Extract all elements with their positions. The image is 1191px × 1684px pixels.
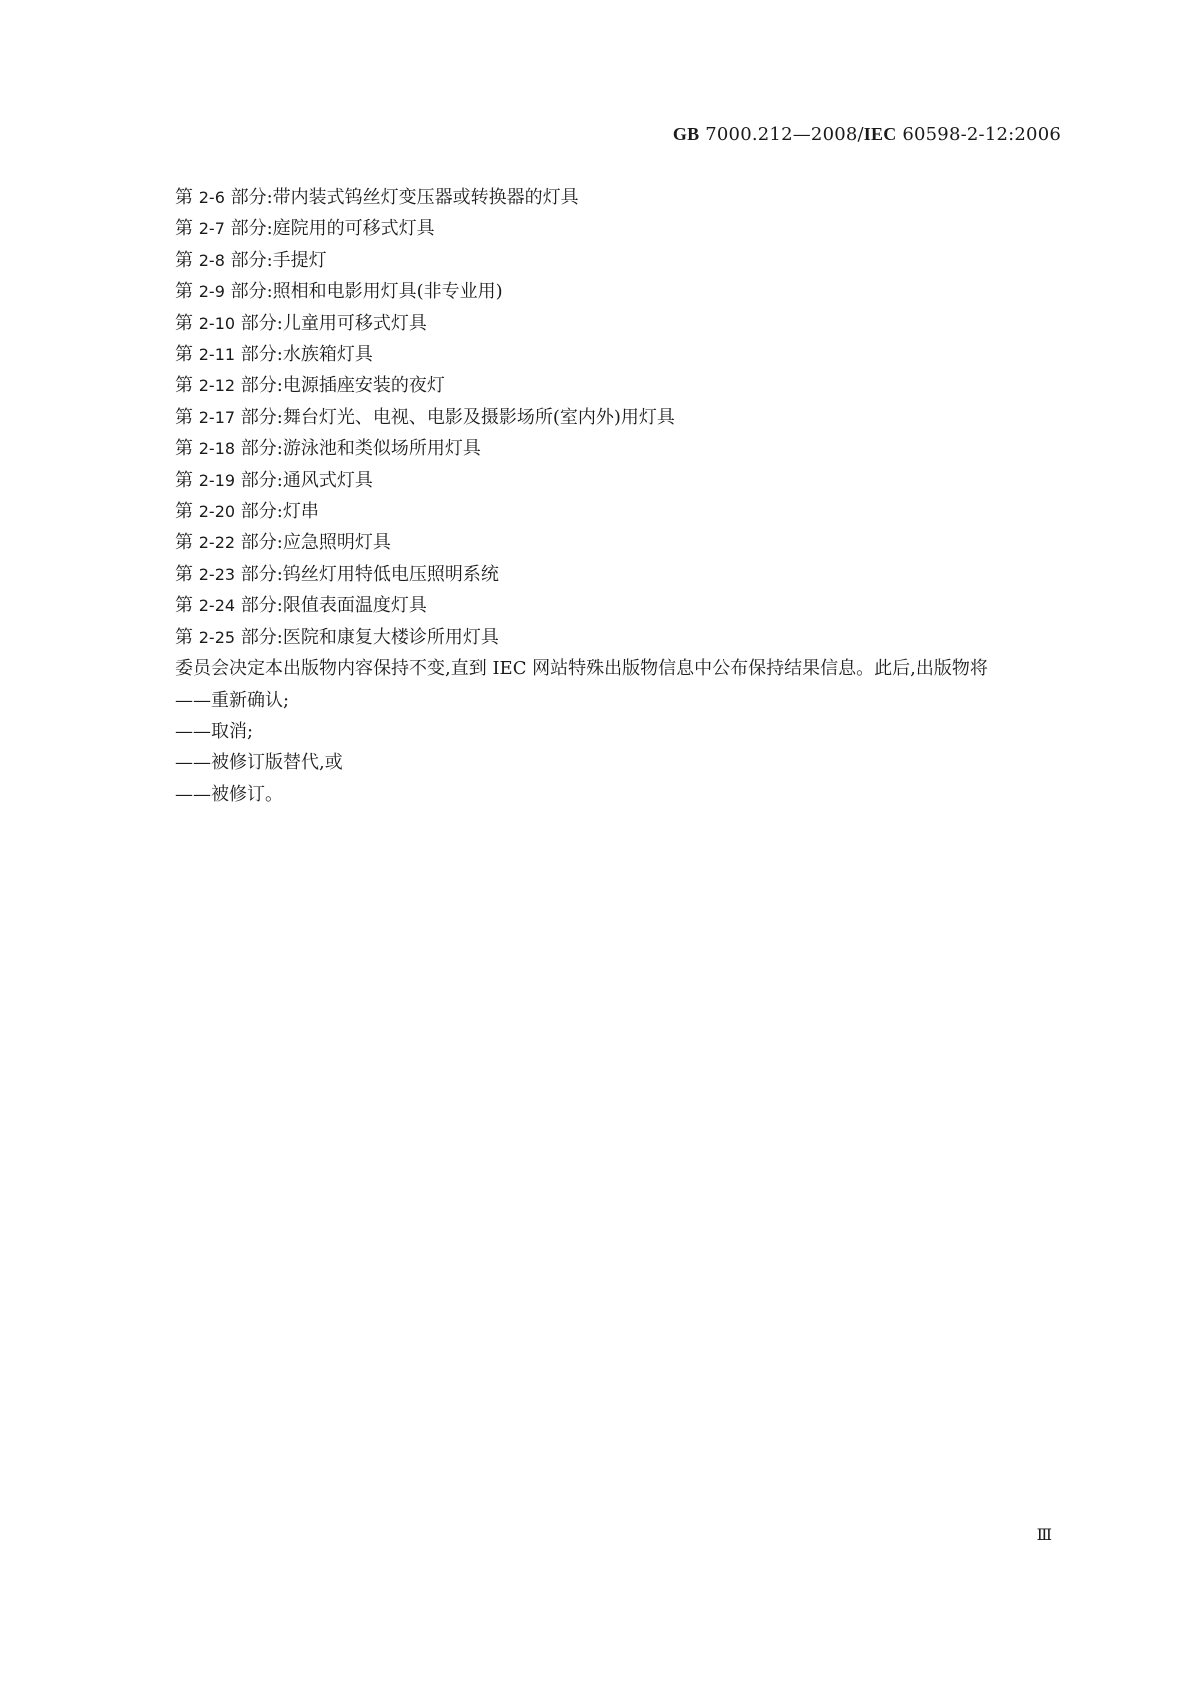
part-number: 2-6 [198, 188, 225, 207]
part-prefix: 第 [175, 469, 199, 491]
part-title: 部分:应急照明灯具 [235, 532, 391, 554]
part-title: 部分:儿童用可移式灯具 [235, 312, 427, 334]
part-prefix: 第 [175, 312, 199, 334]
list-item [128, 402, 1063, 433]
list-item: ——重新确认; [175, 689, 290, 711]
part-number: 2-8 [198, 250, 225, 270]
body-text [128, 182, 1063, 810]
part-title: 部分:电源插座安装的夜灯 [235, 375, 445, 397]
outcome-list [128, 685, 1063, 811]
part-number: 2-25 [198, 627, 236, 647]
part-prefix: 第 [175, 218, 199, 240]
part-prefix: 第 [175, 501, 199, 523]
part-prefix: 第 [175, 344, 199, 366]
part-prefix: 第 [175, 249, 199, 271]
list-item [128, 433, 1063, 464]
committee-decision-paragraph: 委员会决定本出版物内容保持不变,直到 IEC 网站特殊出版物信息中公布保持结果信息。此后,出版物将 [175, 658, 988, 680]
part-prefix: 第 [175, 595, 199, 617]
list-item [128, 559, 1063, 590]
part-title: 部分:限值表面温度灯具 [235, 595, 427, 617]
part-title: 部分:钨丝灯用特低电压照明系统 [235, 563, 499, 585]
part-number: 2-12 [198, 376, 236, 396]
part-prefix: 第 [175, 375, 199, 397]
part-number: 2-10 [198, 313, 236, 333]
list-item [128, 339, 1063, 370]
list-item [128, 245, 1063, 276]
part-number: 2-22 [198, 533, 236, 553]
header-iec-number: 60598-2-12:2006 [896, 124, 1061, 145]
part-title: 部分:灯串 [235, 501, 319, 523]
list-item [128, 622, 1063, 653]
list-item [128, 590, 1063, 621]
list-item [128, 308, 1063, 339]
part-number: 2-24 [198, 596, 236, 616]
part-number: 2-19 [198, 470, 236, 490]
part-number: 2-20 [198, 502, 236, 522]
part-list [128, 182, 1063, 653]
part-number: 2-7 [198, 219, 225, 239]
part-number: 2-11 [198, 345, 236, 365]
part-title: 部分:带内装式钨丝灯变压器或转换器的灯具 [224, 187, 579, 208]
part-number: 2-9 [198, 282, 225, 302]
page-number: Ⅲ [1036, 1525, 1052, 1544]
part-number: 2-18 [198, 439, 236, 459]
header-gb-code: GB [672, 124, 700, 144]
part-title: 部分:舞台灯光、电视、电影及摄影场所(室内外)用灯具 [235, 406, 675, 428]
part-prefix: 第 [175, 532, 199, 554]
header-iec-code: IEC [863, 124, 897, 144]
header-gb-number: 7000.212—2008/ [699, 124, 864, 145]
list-item [128, 465, 1063, 496]
list-item: ——取消; [175, 720, 254, 742]
list-item [128, 527, 1063, 558]
part-number: 2-23 [198, 564, 236, 584]
part-title: 部分:手提灯 [224, 249, 327, 271]
list-item [128, 276, 1063, 307]
part-prefix: 第 [175, 438, 199, 460]
part-title: 部分:照相和电影用灯具(非专业用) [224, 281, 503, 303]
part-prefix: 第 [175, 187, 199, 208]
part-number: 2-17 [198, 407, 236, 427]
part-prefix: 第 [175, 281, 199, 303]
part-prefix: 第 [175, 563, 199, 585]
part-title: 部分:通风式灯具 [235, 469, 373, 491]
standard-number-header [673, 124, 1061, 145]
part-title: 部分:游泳池和类似场所用灯具 [235, 438, 481, 460]
part-title: 部分:水族箱灯具 [235, 344, 373, 366]
list-item [128, 182, 1063, 213]
part-title: 部分:庭院用的可移式灯具 [224, 218, 435, 240]
list-item [128, 370, 1063, 401]
list-item [128, 213, 1063, 244]
list-item: ——被修订。 [175, 783, 283, 805]
list-item [128, 496, 1063, 527]
part-prefix: 第 [175, 406, 199, 428]
part-title: 部分:医院和康复大楼诊所用灯具 [235, 626, 499, 648]
part-prefix: 第 [175, 626, 199, 648]
list-item: ——被修订版替代,或 [175, 752, 343, 774]
